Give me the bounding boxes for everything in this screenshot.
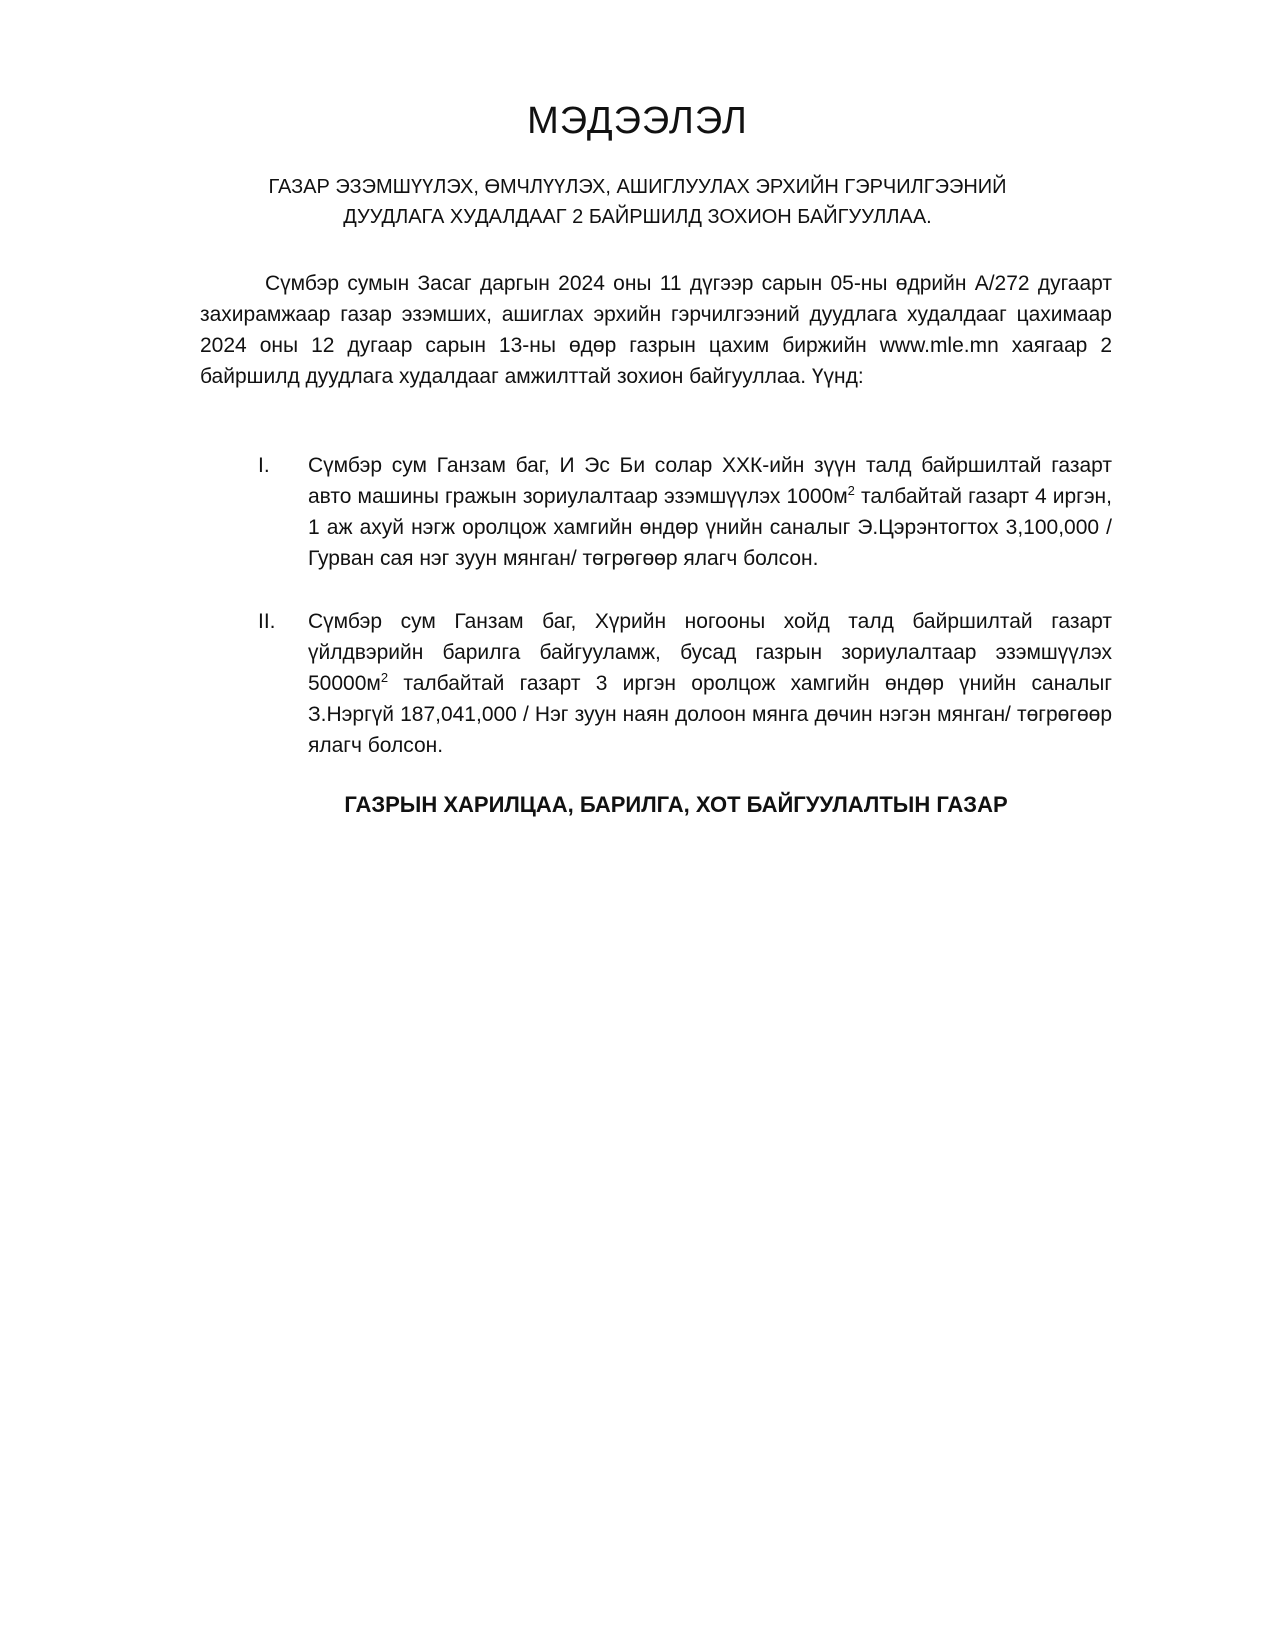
list-item-text (308, 450, 1112, 574)
list-item-text-before: Сүмбэр сум Ганзам баг, Хүрийн ногооны хойд талд байршилтай газарт үйлдвэрийн барилга байгууламж, бусад газрын зориулалтаар эзэмшүүлэх 50000м (308, 610, 1112, 695)
list-item-number: I. (258, 454, 270, 477)
list-item-text-after: талбайтай газарт 3 иргэн оролцож хамгийн өндөр үнийн саналыг З.Нэргүй 187,041,000 / Нэг зуун наян долоон мянга дөчин нэгэн мянган/ төгрөгөөр ялагч болсон. (308, 672, 1112, 757)
list-item-text-before: Сүмбэр сум Ганзам баг, И Эс Би солар ХХК-ийн зүүн талд байршилтай газарт авто машины гражын зориулалтаар эзэмшүүлэх 1000м (308, 454, 1112, 508)
list-item-text (308, 606, 1112, 761)
superscript: 2 (847, 483, 855, 498)
superscript: 2 (380, 670, 389, 685)
intro-paragraph: Сүмбэр сумын Засаг даргын 2024 оны 11 дүгээр сарын 05-ны өдрийн А/272 дугаарт захирамжаар газар эзэмших, ашиглах эрхийн гэрчилгээний дуудлага худалдааг цахимаар 2024 оны 12 дугаар сарын 13-ны өдөр газрын цахим биржийн www.mle.mn хаягаар 2 байршилд дуудлага худалдааг амжилттай зохион байгууллаа. Үүнд: (200, 272, 1112, 388)
subtitle-line-2: ДУУДЛАГА ХУДАЛДААГ 2 БАЙРШИЛД ЗОХИОН БАЙГУУЛЛАА. (343, 206, 932, 228)
list-item (200, 606, 1112, 761)
list-item-text-after: талбайтай газарт 4 иргэн, 1 аж ахуй нэгж оролцож хамгийн өндөр үнийн саналыг Э.Цэрэнтогтох 3,100,000 / Гурван сая нэг зуун мянган/ төгрөгөөр ялагч болсон. (308, 485, 1112, 570)
document-title: МЭДЭЭЛЭЛ (527, 100, 748, 142)
signature-line: ГАЗРЫН ХАРИЛЦАА, БАРИЛГА, ХОТ БАЙГУУЛАЛТЫН ГАЗАР (344, 792, 1008, 817)
list-item (200, 450, 1112, 574)
list-item-number: II. (258, 610, 276, 633)
subtitle-line-1: ГАЗАР ЭЗЭМШҮҮЛЭХ, ӨМЧЛҮҮЛЭХ, АШИГЛУУЛАХ ЭРХИЙН ГЭРЧИЛГЭЭНИЙ (268, 176, 1007, 198)
